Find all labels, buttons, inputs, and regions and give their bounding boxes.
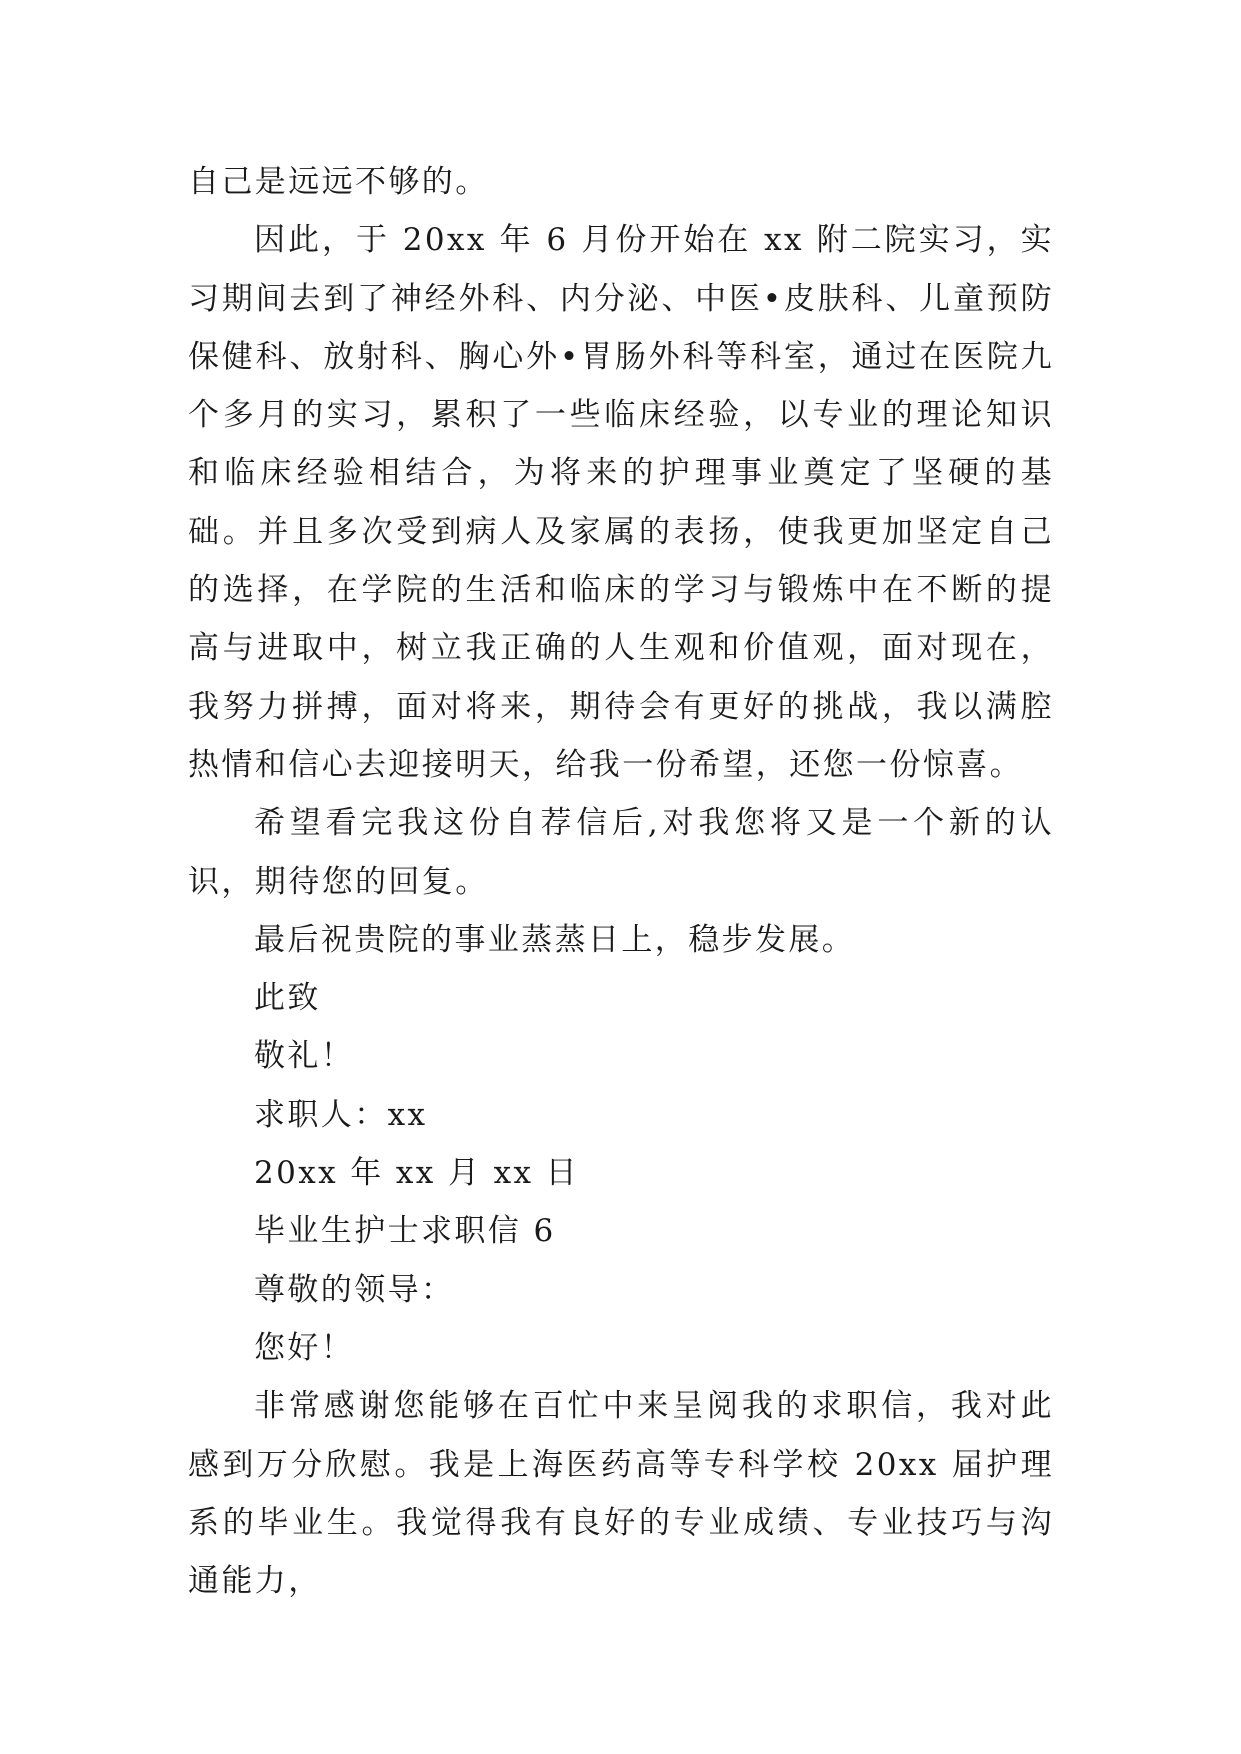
closing-cizhi: 此致 (254, 980, 321, 1017)
paragraph-hope-reply: 希望看完我这份自荐信后,对我您将又是一个新的认识，期待您的回复。 (188, 805, 1054, 900)
greeting: 您好！ (254, 1329, 355, 1366)
salutation: 尊敬的领导： (254, 1271, 455, 1308)
signature-applicant: 求职人：xx (254, 1096, 428, 1133)
letter-heading: 毕业生护士求职信 6 (254, 1213, 556, 1250)
paragraph-internship-experience: 因此，于 20xx 年 6 月份开始在 xx 附二院实习，实习期间去到了神经外科、内分泌、中医•皮肤科、儿童预防保健科、放射科、胸心外•胃肠外科等科室，通过在医院九个多月的实习，累积了一些临床经验，以专业的理论知识和临床经验相结合，为将来的护理事业奠定了坚硬的基础。并且多次受到病人及家属的表扬，使我更加坚定自己的选择，在学院的生活和临床的学习与锻炼中在不断的提高与进取中，树立我正确的人生观和价值观，面对现在，我努力拼搏，面对将来，期待会有更好的挑战，我以满腔热情和信心去迎接明天，给我一份希望，还您一份惊喜。 (188, 222, 1054, 783)
closing-jingli: 敬礼！ (254, 1038, 355, 1075)
paragraph-introduction: 非常感谢您能够在百忙中来呈阅我的求职信，我对此感到万分欣慰。我是上海医药高等专科学校 20xx 届护理系的毕业生。我觉得我有良好的专业成绩、专业技巧与沟通能力， (188, 1388, 1054, 1600)
paragraph-best-wishes: 最后祝贵院的事业蒸蒸日上，稳步发展。 (254, 921, 856, 958)
signature-date: 20xx 年 xx 月 xx 日 (254, 1155, 580, 1192)
document-body (188, 153, 1054, 1610)
paragraph-continuation: 自己是远远不够的。 (188, 164, 489, 200)
